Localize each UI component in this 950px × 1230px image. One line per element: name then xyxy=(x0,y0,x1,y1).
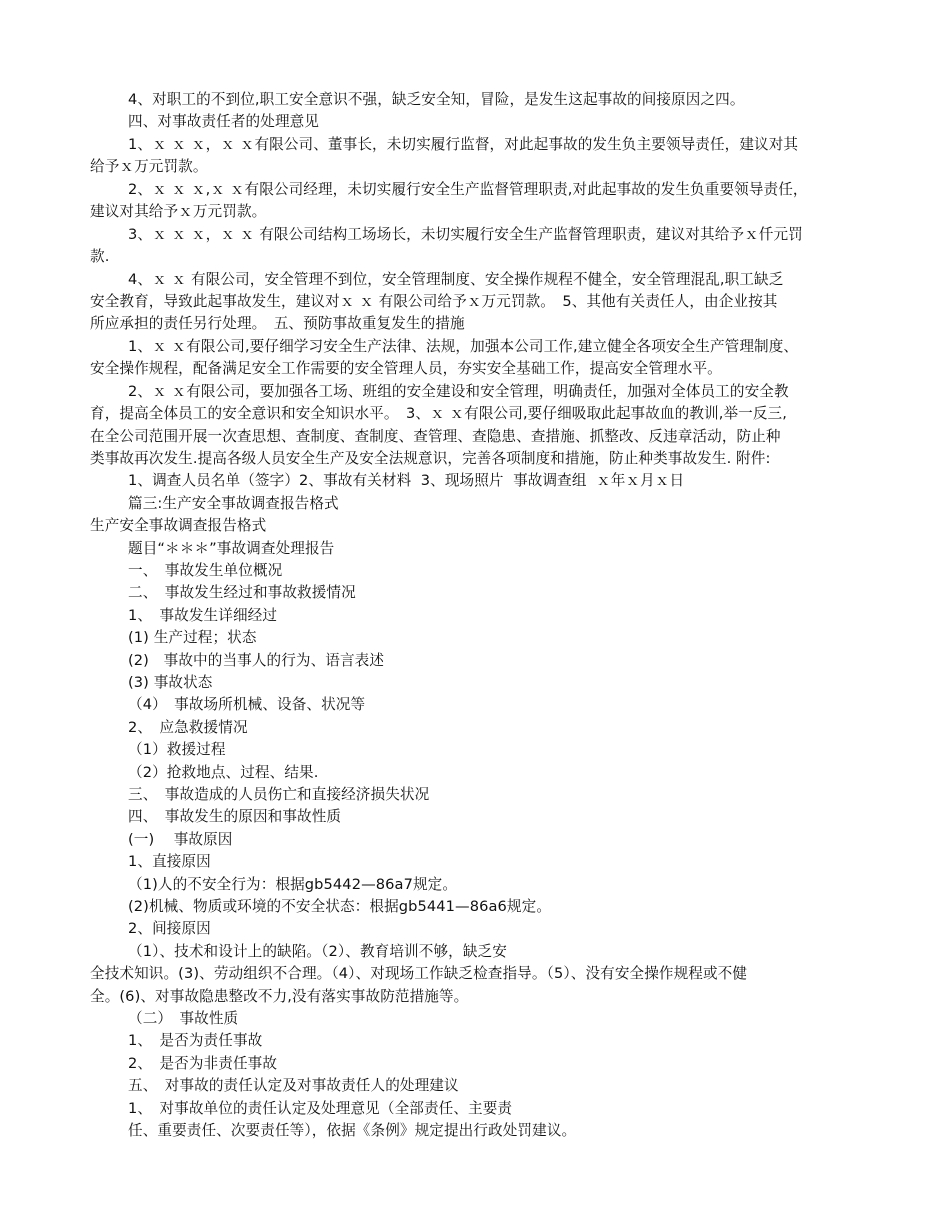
text-line: 在全公司范围开展一次查思想、查制度、查制度、查管理、查隐患、查措施、抓整改、反违章活动，防止种 xyxy=(90,428,781,445)
outline-item: (2) 事故中的当事人的行为、语言表述 xyxy=(128,652,385,669)
outline-item: （2）抢救地点、过程、结果. xyxy=(128,764,319,781)
text-line: 所应承担的责任另行处理。 五、预防事故重复发生的措施 xyxy=(90,315,465,332)
section-heading: 篇三:生产安全事故调查报告格式 xyxy=(128,495,339,512)
outline-item: 2、 应急救援情况 xyxy=(128,719,248,736)
text-line: 2、ｘ ｘ ｘ,ｘ ｘ有限公司经理，未切实履行安全生产监督管理职责,对此起事故的发生负重要领导责任， xyxy=(128,181,808,198)
outline-item: 二、 事故发生经过和事故救援情况 xyxy=(128,584,356,601)
text-line: 全。(6)、对事故隐患整改不力,没有落实事故防范措施等。 xyxy=(90,988,469,1005)
text-line: 全技术知识。(3)、劳动组织不合理。（4）、对现场工作缺乏检查指导。（5）、没有安全操作规程或不健 xyxy=(90,965,748,982)
outline-item: 五、 对事故的责任认定及对事故责任人的处理建议 xyxy=(128,1077,459,1094)
outline-item: 1、 对事故单位的责任认定及处理意见（全部责任、主要责 xyxy=(128,1100,513,1117)
outline-item: （1)人的不安全行为：根据gb5442—86a7规定。 xyxy=(128,876,458,893)
outline-item: 1、 是否为责任事故 xyxy=(128,1032,263,1049)
text-line: 题目“＊＊＊”事故调查处理报告 xyxy=(128,540,335,557)
outline-item: 1、 事故发生详细经过 xyxy=(128,607,278,624)
text-line: 任、重要责任、次要责任等），依据《条例》规定提出行政处罚建议。 xyxy=(128,1122,577,1139)
text-line: 建议对其给予ｘ万元罚款。 xyxy=(90,203,267,220)
text-line: 类事故再次发生.提高各级人员安全生产及安全法规意识，完善各项制度和措施，防止种类事故发生. 附件: xyxy=(90,450,771,467)
outline-item: （二） 事故性质 xyxy=(128,1010,239,1027)
outline-item: 四、 事故发生的原因和事故性质 xyxy=(128,808,342,825)
document-title: 生产安全事故调查报告格式 xyxy=(90,517,267,534)
outline-item: (3) 事故状态 xyxy=(128,674,213,691)
outline-item: （4） 事故场所机械、设备、状况等 xyxy=(128,696,366,713)
text-line: 育，提高全体员工的安全意识和安全知识水平。 3、ｘ ｘ有限公司,要仔细吸取此起事故血的教训,举一反三, xyxy=(90,405,787,422)
section-heading: 四、对事故责任者的处理意见 xyxy=(128,113,320,130)
text-line: 2、ｘ ｘ有限公司，要加强各工场、班组的安全建设和安全管理，明确责任，加强对全体员工的安全教 xyxy=(128,383,789,400)
outline-item: 2、 是否为非责任事故 xyxy=(128,1055,278,1072)
text-line: 安全教育，导致此起事故发生，建议对ｘ ｘ 有限公司给予ｘ万元罚款。 5、其他有关责任人，由企业按其 xyxy=(90,293,778,310)
outline-item: 一、 事故发生单位概况 xyxy=(128,562,283,579)
text-line: 1、ｘ ｘ ｘ，ｘ ｘ有限公司、董事长，未切实履行监督，对此起事故的发生负主要领导责任，建议对其 xyxy=(128,136,799,153)
text-line: 4、对职工的不到位,职工安全意识不强，缺乏安全知，冒险，是发生这起事故的间接原因之四。 xyxy=(128,91,745,108)
text-line: 1、调查人员名单（签字）2、事故有关材料 3、现场照片 事故调查组 ｘ年ｘ月ｘ日 xyxy=(128,472,685,489)
text-line: 1、ｘ ｘ有限公司,要仔细学习安全生产法律、法规，加强本公司工作,建立健全各项安全生产管理制度、 xyxy=(128,338,799,355)
outline-item: 1、直接原因 xyxy=(128,853,211,870)
text-line: （1）、技术和设计上的缺陷。（2）、教育培训不够，缺乏安 xyxy=(128,943,507,960)
outline-item: 2、间接原因 xyxy=(128,920,211,937)
text-line: 款. xyxy=(90,248,110,265)
outline-item: 三、 事故造成的人员伤亡和直接经济损失状况 xyxy=(128,786,430,803)
text-line: 4、ｘ ｘ 有限公司，安全管理不到位，安全管理制度、安全操作规程不健全，安全管理混乱,职工缺乏 xyxy=(128,271,784,288)
outline-item: (2)机械、物质或环境的不安全状态：根据gb5441—86a6规定。 xyxy=(128,898,552,915)
outline-item: (1) 生产过程；状态 xyxy=(128,629,257,646)
text-line: 3、ｘ ｘ ｘ，ｘ ｘ 有限公司结构工场场长，未切实履行安全生产监督管理职责，建议对其给予ｘ仟元罚 xyxy=(128,226,803,243)
text-line: 给予ｘ万元罚款。 xyxy=(90,158,208,175)
outline-item: （1）救援过程 xyxy=(128,741,226,758)
outline-item: (一) 事故原因 xyxy=(128,831,233,848)
text-line: 安全操作规程，配备满足安全工作需要的安全管理人员，夯实安全基础工作，提高安全管理水平。 xyxy=(90,360,722,377)
